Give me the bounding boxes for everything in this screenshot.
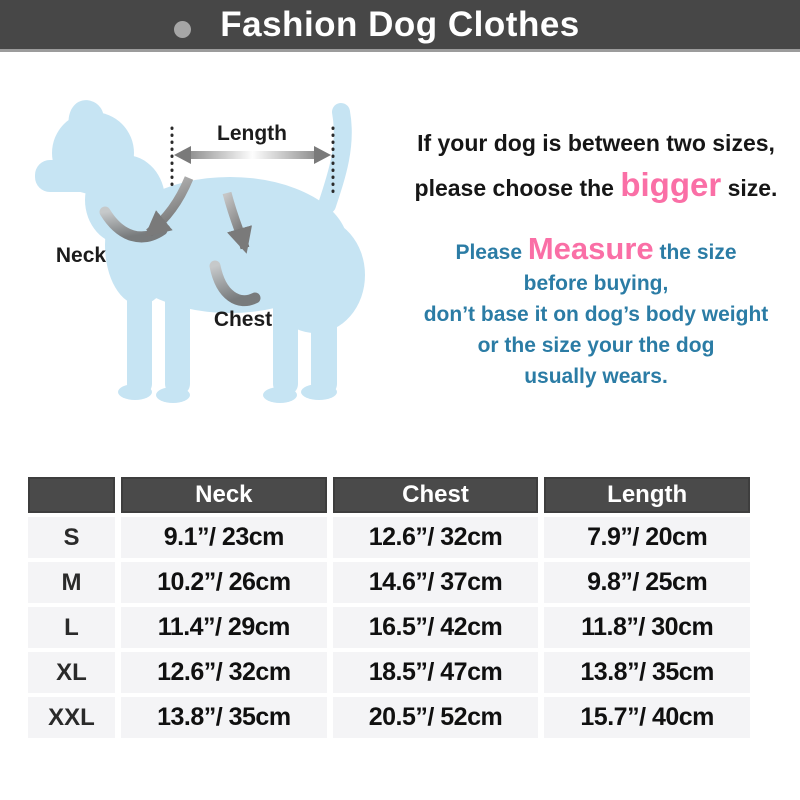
length-value-cell: 11.8”/ 30cm xyxy=(544,607,750,648)
size-cell: XXL xyxy=(28,697,115,738)
chest-value-cell: 20.5”/ 52cm xyxy=(333,697,539,738)
neck-value-cell: 10.2”/ 26cm xyxy=(121,562,327,603)
notes-panel xyxy=(392,122,800,392)
length-value-cell: 9.8”/ 25cm xyxy=(544,562,750,603)
size-cell: L xyxy=(28,607,115,648)
chest-value-cell: 16.5”/ 42cm xyxy=(333,607,539,648)
title-bar xyxy=(0,0,800,52)
chest-value-cell: 18.5”/ 47cm xyxy=(333,652,539,693)
size-column-header xyxy=(28,477,115,513)
size-cell: M xyxy=(28,562,115,603)
between-sizes-note: If your dog is between two sizes, please choose the bigger size. xyxy=(414,130,778,203)
length-value-cell: 13.8”/ 35cm xyxy=(544,652,750,693)
neck-value-cell: 11.4”/ 29cm xyxy=(121,607,327,648)
column-header-chest: Chest xyxy=(333,477,539,513)
chest-value-cell: 14.6”/ 37cm xyxy=(333,562,539,603)
neck-value-cell: 13.8”/ 35cm xyxy=(121,697,327,738)
neck-value-cell: 9.1”/ 23cm xyxy=(121,517,327,558)
measure-note: Please Measure the size before buying, don’t base it on dog’s body weight or the size your the dog usually wears. xyxy=(423,231,769,388)
bigger-highlight: bigger xyxy=(620,166,722,203)
column-header-length: Length xyxy=(544,477,750,513)
size-cell: XL xyxy=(28,652,115,693)
length-label: Length xyxy=(217,122,287,145)
measure-highlight: Measure xyxy=(527,231,654,266)
size-cell: S xyxy=(28,517,115,558)
between-sizes-line1: If your dog is between two sizes, xyxy=(417,130,775,156)
neck-value-cell: 12.6”/ 32cm xyxy=(121,652,327,693)
length-value-cell: 15.7”/ 40cm xyxy=(544,697,750,738)
chest-value-cell: 12.6”/ 32cm xyxy=(333,517,539,558)
chest-label: Chest xyxy=(213,308,273,331)
size-chart-table xyxy=(28,477,750,738)
column-header-neck: Neck xyxy=(121,477,327,513)
length-value-cell: 7.9”/ 20cm xyxy=(544,517,750,558)
dog-measurement-diagram xyxy=(15,90,400,420)
page-title: Fashion Dog Clothes xyxy=(220,4,580,44)
neck-label: Neck xyxy=(55,244,107,267)
bullet-dot-icon xyxy=(174,21,191,38)
